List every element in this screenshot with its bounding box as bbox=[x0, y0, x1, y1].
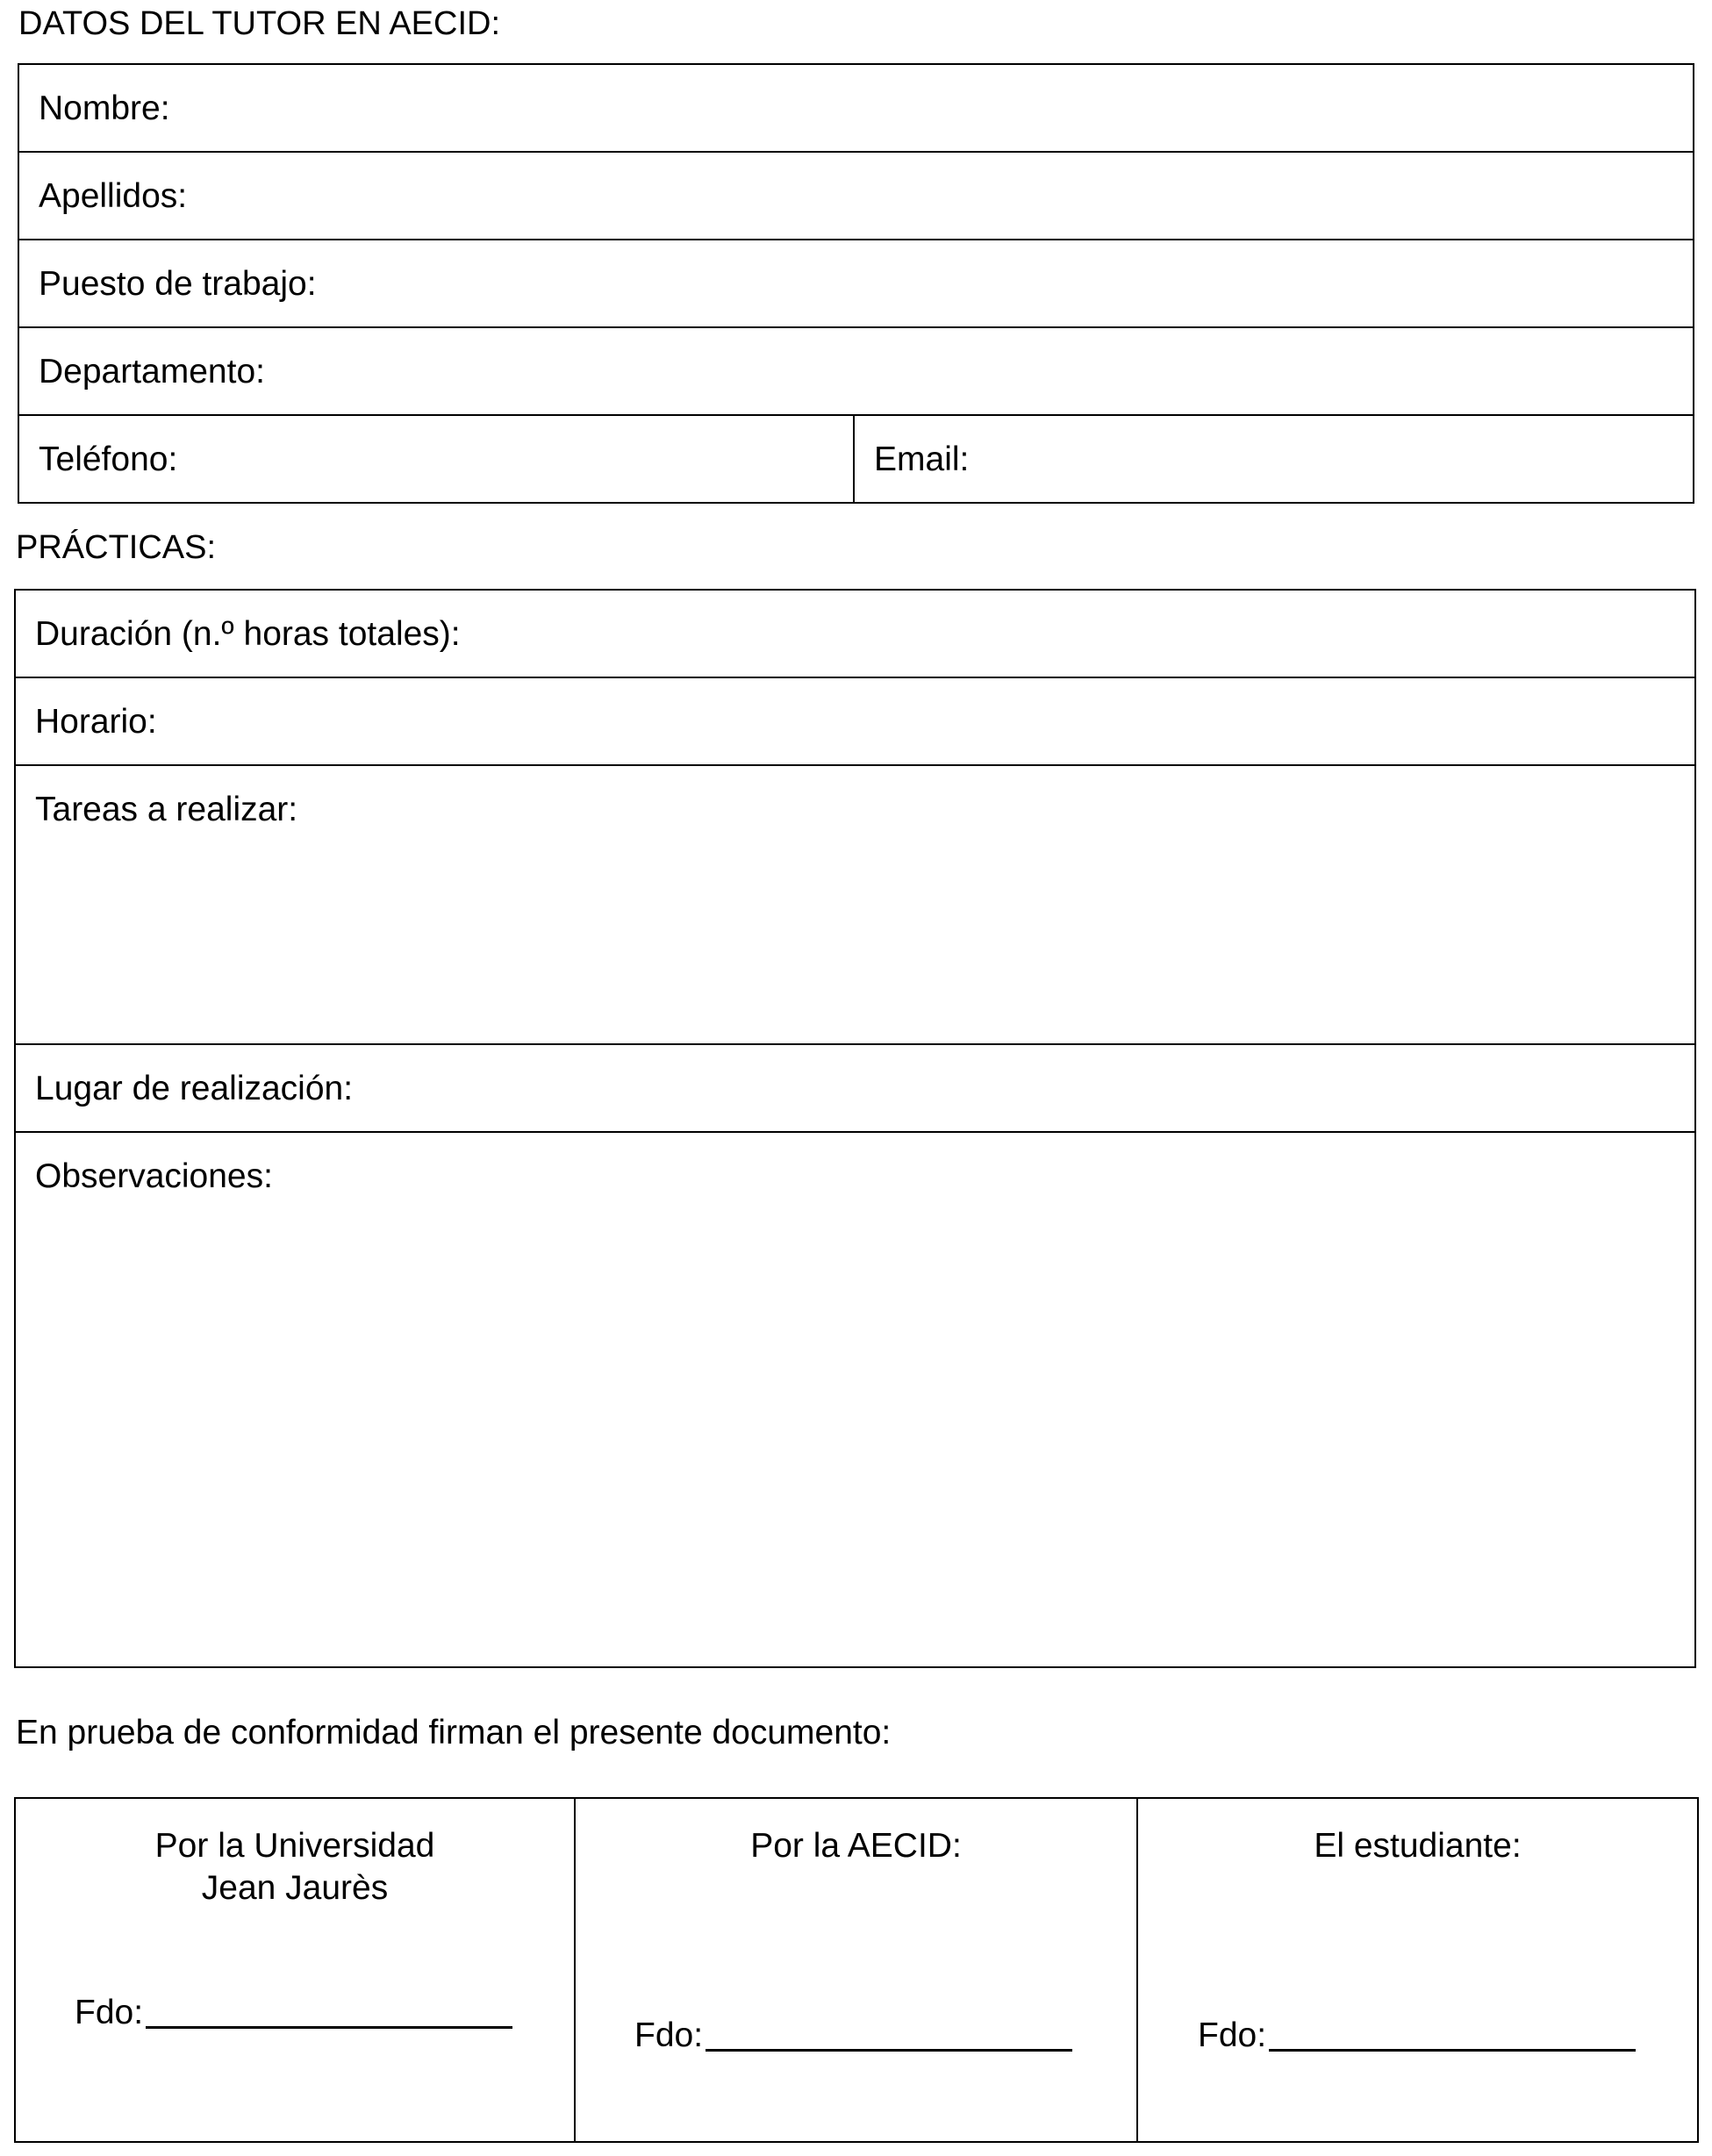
tareas-field[interactable] bbox=[15, 765, 1695, 1044]
universidad-signature-line[interactable] bbox=[146, 2026, 512, 2029]
aecid-fdo-label: Fdo: bbox=[634, 2016, 704, 2054]
signature-cell-aecid bbox=[575, 1798, 1137, 2142]
email-field[interactable] bbox=[854, 415, 1694, 503]
tareas-label: Tareas a realizar: bbox=[35, 791, 298, 828]
duracion-label: Duración (n.º horas totales): bbox=[35, 615, 461, 653]
tutor-section-heading: DATOS DEL TUTOR EN AECID: bbox=[18, 5, 501, 42]
departamento-label: Departamento: bbox=[39, 353, 265, 390]
tutor-table bbox=[18, 63, 1694, 504]
aecid-title: Por la AECID: bbox=[750, 1827, 962, 1865]
universidad-signer-title bbox=[16, 1799, 574, 1909]
practicas-table bbox=[14, 589, 1696, 1668]
universidad-fdo-label: Fdo: bbox=[75, 1994, 144, 2031]
horario-label: Horario: bbox=[35, 703, 157, 741]
signature-table bbox=[14, 1797, 1699, 2143]
horario-field[interactable] bbox=[15, 677, 1695, 765]
lugar-label: Lugar de realización: bbox=[35, 1070, 354, 1107]
puesto-field[interactable] bbox=[18, 240, 1694, 327]
estudiante-signature-line[interactable] bbox=[1269, 2049, 1636, 2052]
estudiante-fdo-label: Fdo: bbox=[1198, 2016, 1267, 2054]
puesto-label: Puesto de trabajo: bbox=[39, 265, 317, 303]
aecid-signature-line[interactable] bbox=[706, 2049, 1072, 2052]
practicas-section-heading: PRÁCTICAS: bbox=[16, 529, 217, 566]
apellidos-label: Apellidos: bbox=[39, 177, 188, 215]
estudiante-title: El estudiante: bbox=[1314, 1827, 1522, 1865]
estudiante-signer-title bbox=[1138, 1799, 1697, 1867]
email-label: Email: bbox=[874, 441, 970, 478]
signature-cell-universidad bbox=[15, 1798, 575, 2142]
signature-cell-estudiante bbox=[1137, 1798, 1698, 2142]
departamento-field[interactable] bbox=[18, 327, 1694, 415]
telefono-field[interactable] bbox=[18, 415, 854, 503]
duracion-field[interactable] bbox=[15, 590, 1695, 677]
apellidos-field[interactable] bbox=[18, 152, 1694, 240]
nombre-field[interactable] bbox=[18, 64, 1694, 152]
observaciones-field[interactable] bbox=[15, 1132, 1695, 1667]
telefono-label: Teléfono: bbox=[39, 441, 178, 478]
lugar-field[interactable] bbox=[15, 1044, 1695, 1132]
nombre-label: Nombre: bbox=[39, 90, 170, 127]
observaciones-label: Observaciones: bbox=[35, 1157, 273, 1195]
universidad-title-line1: Por la Universidad bbox=[154, 1827, 435, 1865]
aecid-signer-title bbox=[576, 1799, 1136, 1867]
universidad-title-line2: Jean Jaurès bbox=[201, 1869, 389, 1907]
conformity-statement: En prueba de conformidad firman el presente documento: bbox=[16, 1714, 892, 1751]
